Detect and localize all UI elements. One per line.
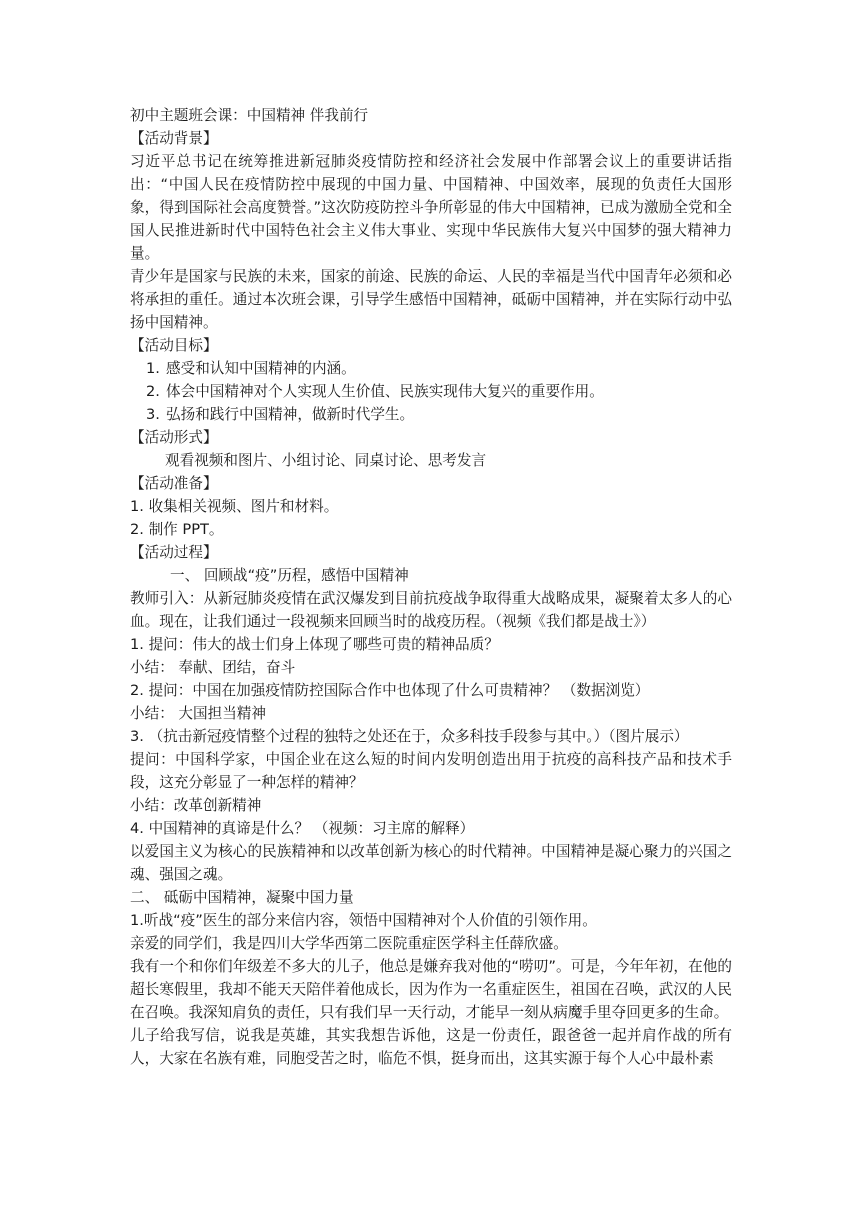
section-2-title: 二、 砥砺中国精神，凝聚中国力量 bbox=[130, 889, 354, 906]
question-4: 4. 中国精神的真谛是什么？ （视频：习主席的解释） bbox=[130, 820, 475, 837]
prep-heading: 【活动准备】 bbox=[130, 475, 218, 492]
document-body bbox=[130, 104, 732, 1070]
summary-3: 小结：改革创新精神 bbox=[130, 797, 262, 814]
question-3: 3. （抗击新冠疫情整个过程的独特之处还在于，众多科技手段参与其中。）（图片展示） bbox=[130, 728, 689, 745]
background-heading: 【活动背景】 bbox=[130, 130, 218, 147]
goal-item-text: 弘扬和践行中国精神，做新时代学生。 bbox=[166, 406, 415, 423]
goal-item-2 bbox=[130, 380, 732, 403]
question-1: 1. 提问：伟大的战士们身上体现了哪些可贵的精神品质？ bbox=[130, 636, 499, 653]
goal-item-text: 感受和认知中国精神的内涵。 bbox=[166, 360, 356, 377]
section-2-item-1: 1.听战“疫”医生的部分来信内容，领悟中国精神对个人价值的引领作用。 bbox=[130, 912, 597, 929]
teacher-intro: 教师引入：从新冠肺炎疫情在武汉爆发到目前抗疫战争取得重大战略成果，凝聚着太多人的心血。现在，让我们通过一段视频来回顾当时的战疫历程。（视频《我们都是战士》） bbox=[130, 590, 732, 630]
goal-item-number: 2. bbox=[146, 383, 160, 400]
letter-paragraph-1: 我有一个和你们年级差不多大的儿子，他总是嫌弃我对他的“唠叨”。可是，今年年初，在他的超长寒假里，我却不能天天陪伴着他成长，因为作为一名重症医生，祖国在召唤，武汉的人民在召唤。我深知肩负的责任，只有我们早一天行动，才能早一刻从病魔手里夺回更多的生命。 bbox=[130, 958, 732, 1021]
goal-item-3 bbox=[130, 403, 732, 426]
letter-paragraph-2: 儿子给我写信，说我是英雄，其实我想告诉他，这是一份责任，跟爸爸一起并肩作战的所有人，大家在名族有难，同胞受苦之时，临危不惧，挺身而出，这其实源于每个人心中最朴素 bbox=[130, 1027, 732, 1067]
process-heading: 【活动过程】 bbox=[130, 544, 218, 561]
letter-greeting: 亲爱的同学们，我是四川大学华西第二医院重症医学科主任薛欣盛。 bbox=[130, 935, 568, 952]
goal-item-number: 3. bbox=[146, 406, 160, 423]
goal-item-1 bbox=[130, 357, 732, 380]
document-title: 初中主题班会课：中国精神 伴我前行 bbox=[130, 107, 369, 124]
goals-heading: 【活动目标】 bbox=[130, 337, 218, 354]
answer-4: 以爱国主义为核心的民族精神和以改革创新为核心的时代精神。中国精神是凝心聚力的兴国之魂、强国之魂。 bbox=[130, 843, 732, 883]
prep-item-2: 2. 制作 PPT。 bbox=[130, 521, 224, 538]
form-text: 观看视频和图片、小组讨论、同桌讨论、思考发言 bbox=[165, 452, 487, 469]
question-3-prompt: 提问：中国科学家，中国企业在这么短的时间内发明创造出用于抗疫的高科技产品和技术手段，这充分彰显了一种怎样的精神？ bbox=[130, 751, 732, 791]
summary-2: 小结： 大国担当精神 bbox=[130, 705, 266, 722]
form-heading: 【活动形式】 bbox=[130, 429, 218, 446]
prep-item-1: 1. 收集相关视频、图片和材料。 bbox=[130, 498, 339, 515]
background-paragraph-2: 青少年是国家与民族的未来，国家的前途、民族的命运、人民的幸福是当代中国青年必须和必将承担的重任。通过本次班会课，引导学生感悟中国精神，砥砺中国精神，并在实际行动中弘扬中国精神。 bbox=[130, 268, 732, 331]
goal-item-text: 体会中国精神对个人实现人生价值、民族实现伟大复兴的重要作用。 bbox=[166, 383, 604, 400]
background-paragraph-1: 习近平总书记在统筹推进新冠肺炎疫情防控和经济社会发展中作部署会议上的重要讲话指出：“中国人民在疫情防控中展现的中国力量、中国精神、中国效率，展现的负责任大国形象，得到国际社会高度赞誉。”这次防疫防控斗争所彰显的伟大中国精神，已成为激励全党和全国人民推进新时代中国特色社会主义伟大事业、实现中华民族伟大复兴中国梦的强大精神力量。 bbox=[130, 153, 732, 262]
question-2: 2. 提问：中国在加强疫情防控国际合作中也体现了什么可贵精神？ （数据浏览） bbox=[130, 682, 650, 699]
section-1-title: 一、 回顾战“疫”历程，感悟中国精神 bbox=[170, 567, 409, 584]
summary-1: 小结： 奉献、团结，奋斗 bbox=[130, 659, 296, 676]
goal-item-number: 1. bbox=[146, 360, 160, 377]
